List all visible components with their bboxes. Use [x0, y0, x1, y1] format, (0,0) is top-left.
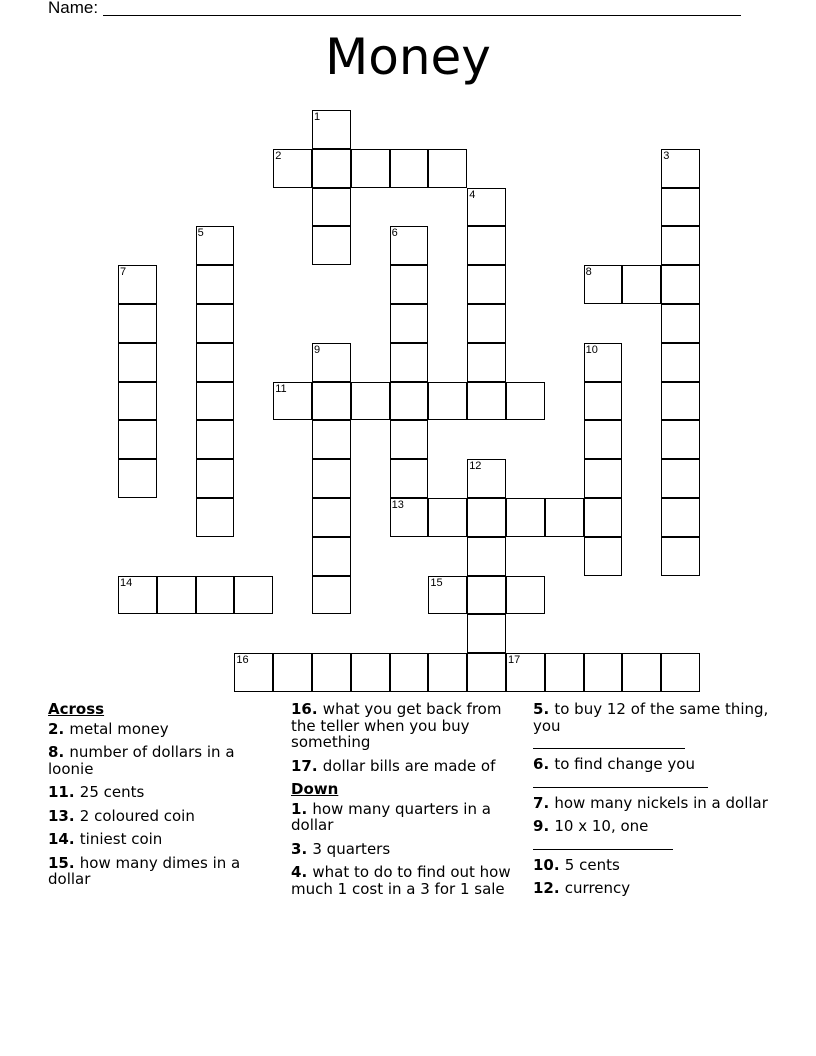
grid-cell[interactable]	[273, 149, 312, 188]
clue-number: 4	[291, 863, 302, 881]
clue-number: 17	[291, 756, 312, 775]
grid-cell[interactable]	[661, 265, 700, 304]
grid-cell[interactable]	[312, 382, 351, 421]
grid-cell[interactable]	[661, 188, 700, 227]
clues-column-2	[291, 701, 523, 904]
cell-number: 6	[391, 227, 398, 240]
grid-cell[interactable]	[196, 304, 235, 343]
grid-cell[interactable]	[661, 226, 700, 265]
grid-cell[interactable]	[622, 265, 661, 304]
grid-cell[interactable]	[661, 343, 700, 382]
grid-cell[interactable]	[390, 498, 429, 537]
grid-cell[interactable]	[661, 498, 700, 537]
grid-cell[interactable]	[118, 343, 157, 382]
grid-cell[interactable]	[428, 382, 467, 421]
grid-cell[interactable]	[312, 498, 351, 537]
grid-cell[interactable]	[467, 576, 506, 615]
clues-column-3	[533, 701, 771, 904]
answer-blank-line	[533, 734, 685, 749]
grid-cell[interactable]	[234, 576, 273, 615]
grid-cell[interactable]	[118, 459, 157, 498]
clue-down-1: 1. how many quarters in a dollar	[291, 799, 491, 834]
grid-cell[interactable]	[584, 420, 623, 459]
clue-number: 5	[533, 700, 544, 718]
grid-cell[interactable]	[545, 653, 584, 692]
grid-cell[interactable]	[467, 265, 506, 304]
clue-text: what to do to find out how much 1 cost in a 3 for 1 sale	[291, 863, 511, 898]
grid-cell[interactable]	[661, 653, 700, 692]
clue-number: 15	[48, 853, 69, 872]
grid-cell[interactable]	[584, 343, 623, 382]
grid-cell[interactable]	[467, 226, 506, 265]
grid-cell[interactable]	[506, 498, 545, 537]
grid-cell[interactable]	[428, 149, 467, 188]
clue-across-11: 11. 25 cents	[48, 783, 145, 801]
across-heading: Across	[48, 700, 105, 718]
grid-cell[interactable]	[390, 265, 429, 304]
clue-down-12: 12. currency	[533, 879, 631, 897]
clue-down-5: 5. to buy 12 of the same thing, you	[533, 701, 771, 749]
name-label: Name:	[48, 0, 99, 17]
grid-cell[interactable]	[467, 343, 506, 382]
grid-cell[interactable]	[118, 304, 157, 343]
grid-cell[interactable]	[467, 459, 506, 498]
grid-cell[interactable]	[661, 459, 700, 498]
grid-cell[interactable]	[390, 226, 429, 265]
clue-across-15: 15. how many dimes in a dollar	[48, 853, 241, 888]
grid-cell[interactable]	[390, 304, 429, 343]
grid-cell[interactable]	[196, 343, 235, 382]
grid-cell[interactable]	[118, 576, 157, 615]
grid-cell[interactable]	[467, 304, 506, 343]
grid-cell[interactable]	[312, 188, 351, 227]
cell-number: 3	[663, 149, 670, 162]
clue-text: currency	[564, 879, 631, 897]
cell-number: 7	[120, 266, 127, 279]
cell-number: 14	[120, 576, 133, 589]
grid-cell[interactable]	[196, 382, 235, 421]
grid-cell[interactable]	[234, 653, 273, 692]
clue-down-4: 4. what to do to find out how much 1 cost in a 3 for 1 sale	[291, 863, 511, 898]
grid-cell[interactable]	[196, 226, 235, 265]
grid-cell[interactable]	[273, 382, 312, 421]
grid-cell[interactable]	[390, 382, 429, 421]
cell-number: 8	[585, 266, 592, 279]
grid-cell[interactable]	[661, 382, 700, 421]
grid-cell[interactable]	[467, 537, 506, 576]
cell-number: 11	[275, 382, 287, 395]
grid-cell[interactable]	[390, 149, 429, 188]
clue-across-13: 13. 2 coloured coin	[48, 806, 195, 825]
cell-number: 4	[469, 188, 476, 201]
grid-cell[interactable]	[661, 537, 700, 576]
grid-cell[interactable]	[390, 459, 429, 498]
clue-text: to buy 12 of the same thing, you	[533, 700, 769, 735]
clue-number: 11	[48, 783, 69, 801]
cell-number: 1	[314, 111, 321, 123]
cell-number: 5	[197, 227, 204, 240]
grid-cell[interactable]	[351, 149, 390, 188]
clue-text: 5 cents	[564, 855, 620, 874]
grid-cell[interactable]	[584, 537, 623, 576]
clue-down-9: 9. 10 x 10, one	[533, 818, 771, 850]
clue-across-14: 14. tiniest coin	[48, 830, 163, 848]
clue-number: 10	[533, 855, 554, 874]
grid-cell[interactable]	[351, 382, 390, 421]
clue-number: 6	[533, 755, 544, 773]
grid-cell[interactable]	[312, 226, 351, 265]
clue-number: 13	[48, 806, 69, 825]
cell-number: 2	[275, 149, 282, 162]
grid-cell[interactable]	[312, 110, 351, 149]
grid-cell[interactable]	[661, 304, 700, 343]
clue-number: 7	[533, 793, 544, 812]
clue-number: 3	[291, 839, 302, 858]
grid-cell[interactable]	[157, 576, 196, 615]
clue-text: how many dimes in a dollar	[48, 853, 241, 888]
grid-cell[interactable]	[312, 149, 351, 188]
clue-text: 3 quarters	[312, 839, 391, 858]
clue-text: metal money	[69, 719, 169, 738]
grid-cell[interactable]	[390, 420, 429, 459]
grid-cell[interactable]	[584, 265, 623, 304]
grid-cell[interactable]	[196, 420, 235, 459]
clue-number: 14	[48, 830, 69, 848]
clue-across-8: 8. number of dollars in a loonie	[48, 743, 235, 778]
grid-cell[interactable]	[273, 653, 312, 692]
grid-cell[interactable]	[584, 653, 623, 692]
grid-cell[interactable]	[390, 653, 429, 692]
cell-number: 15	[430, 576, 443, 589]
clue-text: number of dollars in a loonie	[48, 743, 235, 778]
cell-number: 13	[391, 499, 404, 511]
grid-cell[interactable]	[467, 653, 506, 692]
clue-number: 9	[533, 817, 544, 835]
cell-number: 12	[469, 460, 482, 473]
clue-across-2: 2. metal money	[48, 719, 169, 738]
grid-cell[interactable]	[506, 653, 545, 692]
grid-cell[interactable]	[312, 459, 351, 498]
clue-number: 1	[291, 799, 302, 818]
grid-cell[interactable]	[351, 653, 390, 692]
clue-text: how many quarters in a dollar	[291, 799, 491, 834]
grid-cell[interactable]	[545, 498, 584, 537]
grid-cell[interactable]	[196, 576, 235, 615]
clue-number: 16	[291, 700, 312, 718]
down-heading: Down	[291, 780, 339, 798]
grid-cell[interactable]	[118, 420, 157, 459]
answer-blank-line	[533, 773, 708, 788]
clue-across-16: 16. what you get back from the teller when you buy something	[291, 700, 502, 751]
grid-cell[interactable]	[428, 653, 467, 692]
clues-column-1	[48, 701, 278, 895]
grid-cell[interactable]	[312, 420, 351, 459]
grid-cell[interactable]	[312, 537, 351, 576]
grid-cell[interactable]	[506, 382, 545, 421]
clue-text: how many nickels in a dollar	[554, 793, 768, 812]
answer-blank-line	[533, 835, 673, 850]
clue-text: to find change you	[554, 755, 695, 773]
clue-down-10: 10. 5 cents	[533, 855, 620, 874]
clue-down-7: 7. how many nickels in a dollar	[533, 793, 768, 812]
grid-cell[interactable]	[196, 498, 235, 537]
cell-number: 10	[585, 343, 598, 356]
grid-cell[interactable]	[584, 459, 623, 498]
cell-number: 9	[314, 343, 321, 356]
grid-cell[interactable]	[428, 576, 467, 615]
grid-cell[interactable]	[584, 498, 623, 537]
grid-cell[interactable]	[467, 188, 506, 227]
clue-text: what you get back from the teller when you buy something	[291, 700, 502, 751]
grid-cell[interactable]	[506, 576, 545, 615]
grid-cell[interactable]	[428, 498, 467, 537]
grid-cell[interactable]	[118, 265, 157, 304]
clue-text: tiniest coin	[79, 830, 163, 848]
clue-down-3: 3. 3 quarters	[291, 839, 391, 858]
cell-number: 16	[236, 654, 249, 667]
grid-cell[interactable]	[312, 343, 351, 382]
grid-cell[interactable]	[196, 459, 235, 498]
page-title: Money	[325, 28, 491, 86]
grid-cell[interactable]	[118, 382, 157, 421]
grid-cell[interactable]	[196, 265, 235, 304]
clue-text: dollar bills are made of	[322, 756, 496, 775]
clue-across-17: 17. dollar bills are made of	[291, 756, 496, 775]
clue-text: 25 cents	[79, 783, 145, 801]
grid-cell[interactable]	[661, 420, 700, 459]
grid-cell[interactable]	[467, 382, 506, 421]
grid-cell[interactable]	[390, 343, 429, 382]
grid-cell[interactable]	[467, 498, 506, 537]
grid-cell[interactable]	[312, 653, 351, 692]
clue-text: 2 coloured coin	[79, 806, 195, 825]
grid-cell[interactable]	[661, 149, 700, 188]
grid-cell[interactable]	[622, 653, 661, 692]
cell-number: 17	[508, 654, 521, 667]
grid-cell[interactable]	[584, 382, 623, 421]
clue-text: 10 x 10, one	[554, 817, 649, 835]
grid-cell[interactable]	[467, 614, 506, 653]
grid-cell[interactable]	[312, 576, 351, 615]
clue-number: 2	[48, 719, 59, 738]
clue-number: 8	[48, 743, 59, 761]
clue-number: 12	[533, 879, 554, 897]
clue-down-6: 6. to find change you	[533, 756, 771, 788]
